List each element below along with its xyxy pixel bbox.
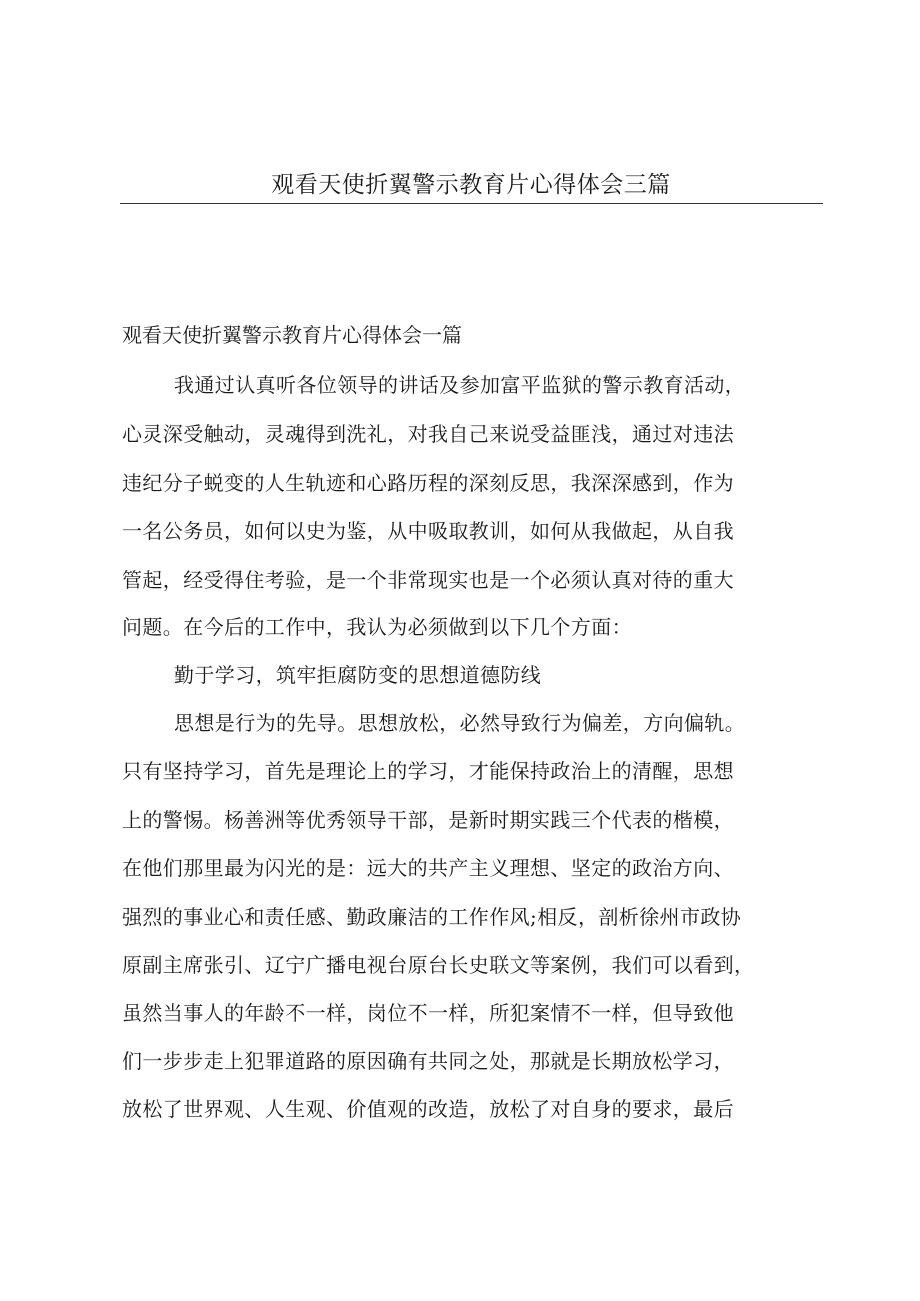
paragraph-line: 一名公务员，如何以史为鉴，从中吸取教训，如何从我做起，从自我 <box>122 519 734 543</box>
paragraph-line: 心灵深受触动，灵魂得到洗礼，对我自己来说受益匪浅，通过对违法 <box>122 422 734 446</box>
paragraph-line: 思想是行为的先导。思想放松，必然导致行为偏差，方向偏轨。 <box>174 711 746 735</box>
paragraph-line: 放松了世界观、人生观、价值观的改造，放松了对自身的要求，最后 <box>122 1097 734 1121</box>
paragraph-line: 虽然当事人的年龄不一样，岗位不一样，所犯案情不一样，但导致他 <box>122 1001 734 1025</box>
paragraph-line: 原副主席张引、辽宁广播电视台原台长史联文等案例，我们可以看到， <box>122 953 755 977</box>
subheading-line: 勤于学习，筑牢拒腐防变的思想道德防线 <box>174 663 542 687</box>
paragraph-line: 问题。在今后的工作中，我认为必须做到以下几个方面： <box>122 615 632 639</box>
title-underline <box>120 203 823 204</box>
paragraph-line: 上的警惕。杨善洲等优秀领导干部，是新时期实践三个代表的楷模， <box>122 808 734 832</box>
paragraph-line: 强烈的事业心和责任感、勤政廉洁的工作作风;相反，剖析徐州市政协 <box>122 905 742 929</box>
paragraph-line: 在他们那里最为闪光的是：远大的共产主义理想、坚定的政治方向、 <box>122 856 734 880</box>
paragraph-line: 只有坚持学习，首先是理论上的学习，才能保持政治上的清醒，思想 <box>122 759 734 783</box>
paragraph-line: 管起，经受得住考验，是一个非常现实也是一个必须认真对待的重大 <box>122 568 734 592</box>
section-heading: 观看天使折翼警示教育片心得体会一篇 <box>122 323 462 347</box>
paragraph-line: 违纪分子蜕变的人生轨迹和心路历程的深刻反思，我深深感到，作为 <box>122 471 734 495</box>
document-title: 观看天使折翼警示教育片心得体会三篇 <box>271 172 671 198</box>
paragraph-line: 我通过认真听各位领导的讲话及参加富平监狱的警示教育活动， <box>174 373 746 397</box>
paragraph-line: 们一步步走上犯罪道路的原因确有共同之处，那就是长期放松学习， <box>122 1049 734 1073</box>
